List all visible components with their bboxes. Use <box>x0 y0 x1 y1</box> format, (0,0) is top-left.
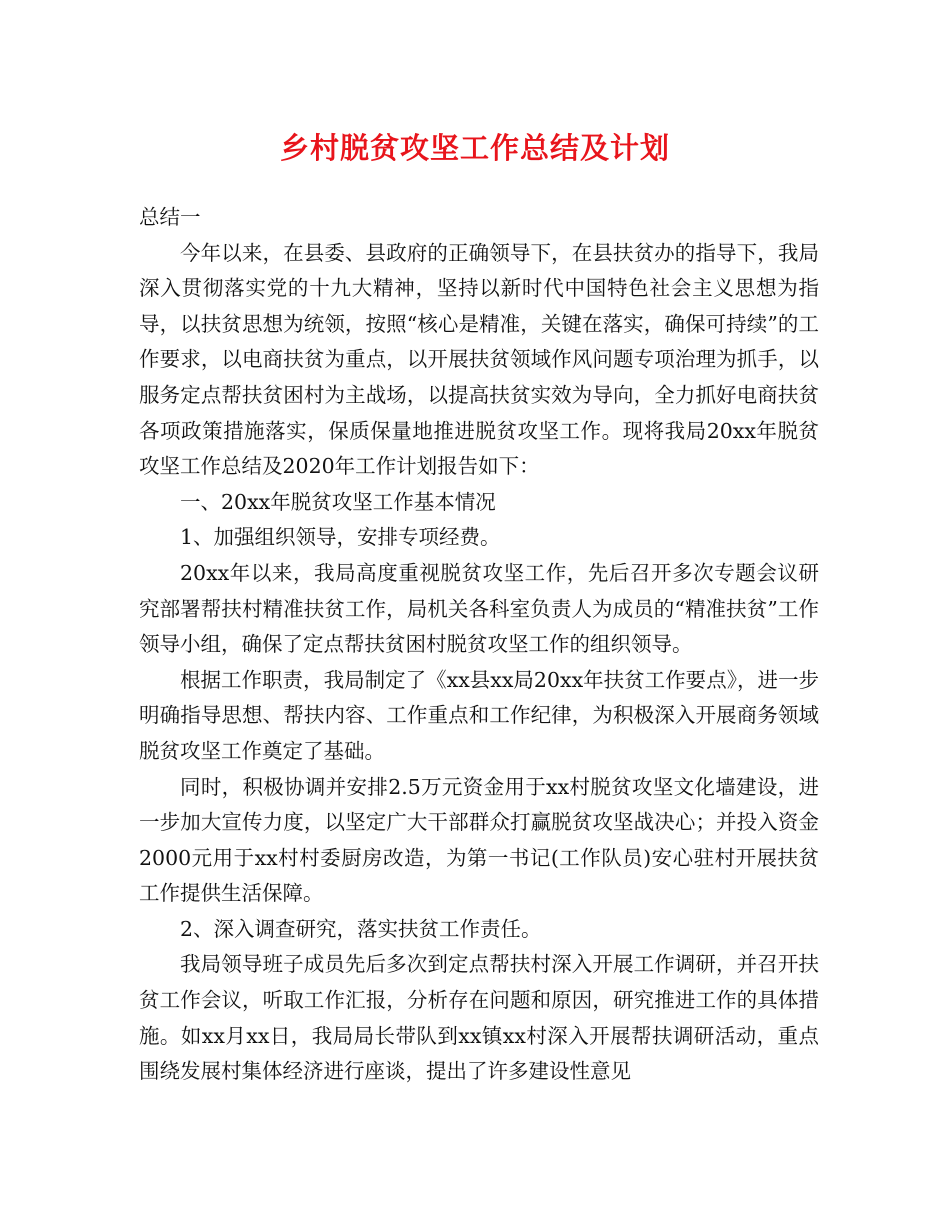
paragraph-body: 20xx年以来，我局高度重视脱贫攻坚工作，先后召开多次专题会议研究部署帮扶村精准扶贫工作，局机关各科室负责人为成员的“精准扶贫”工作领导小组，确保了定点帮扶贫困村脱贫攻坚工作的组织领导。 <box>139 560 819 657</box>
paragraph-body: 我局领导班子成员先后多次到定点帮扶村深入开展工作调研，并召开扶贫工作会议，听取工作汇报，分析存在问题和原因，研究推进工作的具体措施。如xx月xx日，我局局长带队到xx镇xx村深入开展帮扶调研活动，重点围绕发展村集体经济进行座谈，提出了许多建设性意见 <box>139 952 819 1084</box>
paragraph-body: 同时，积极协调并安排2.5万元资金用于xx村脱贫攻坚文化墙建设，进一步加大宣传力度，以坚定广大干部群众打赢脱贫攻坚战决心；并投入资金2000元用于xx村村委厨房改造，为第一书记(工作队员)安心驻村开展扶贫工作提供生活保障。 <box>139 774 819 906</box>
document-body <box>139 200 819 1090</box>
paragraph-body: 根据工作职责，我局制定了《xx县xx局20xx年扶贫工作要点》，进一步明确指导思想、帮扶内容、工作重点和工作纪律，为积极深入开展商务领域脱贫攻坚工作奠定了基础。 <box>139 667 819 763</box>
document-title: 乡村脱贫攻坚工作总结及计划 <box>279 131 670 165</box>
paragraph-heading-1: 一、20xx年脱贫攻坚工作基本情况 <box>180 489 496 514</box>
paragraph-subheading-1: 1、加强组织领导，安排专项经费。 <box>180 525 501 550</box>
paragraph-section-heading: 总结一 <box>139 205 201 229</box>
paragraph-subheading-2: 2、深入调查研究，落实扶贫工作责任。 <box>180 916 542 941</box>
paragraph-intro: 今年以来，在县委、县政府的正确领导下，在县扶贫办的指导下，我局深入贯彻落实党的十九大精神，坚持以新时代中国特色社会主义思想为指导，以扶贫思想为统领，按照“核心是精准，关键在落实，确保可持续”的工作要求，以电商扶贫为重点，以开展扶贫领域作风问题专项治理为抓手，以服务定点帮扶贫困村为主战场，以提高扶贫实效为导向，全力抓好电商扶贫各项政策措施落实，保质保量地推进脱贫攻坚工作。现将我局20xx年脱贫攻坚工作总结及2020年工作计划报告如下： <box>139 240 819 479</box>
